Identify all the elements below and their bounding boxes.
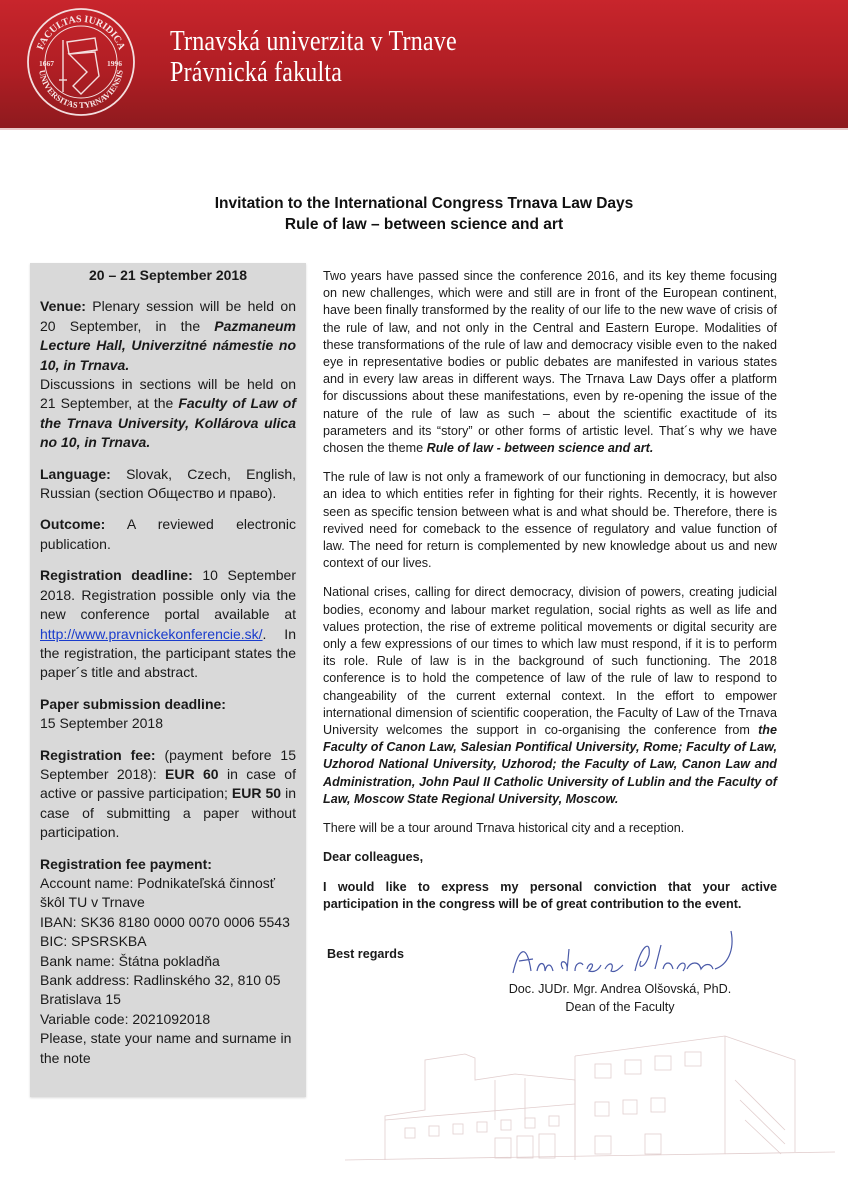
signer-title: Dean of the Faculty	[565, 1000, 675, 1014]
outcome-info	[40, 515, 296, 554]
fee-amount-participation: EUR 60	[165, 765, 219, 782]
signer-name: Doc. JUDr. Mgr. Andrea Olšovská, PhD.	[508, 982, 732, 996]
paper-deadline-date: 15 September 2018	[40, 715, 163, 732]
letterhead-title	[170, 26, 457, 88]
registration-deadline-text: 10 September 2018. Registration possible only via the new conference portal available at	[40, 567, 296, 623]
svg-text:1667: 1667	[39, 59, 54, 68]
language-text: Slovak, Czech, English, Russian (section Общество и право).	[40, 465, 296, 502]
venue-info	[40, 297, 296, 375]
registration-deadline-info	[40, 566, 296, 682]
faculty-name: Právnická fakulta	[170, 57, 343, 88]
document-title	[0, 193, 848, 235]
payment-variable-code: Variable code: 2021092018	[40, 1010, 211, 1027]
paragraph-intro	[323, 268, 777, 457]
fee-amount-paper: EUR 50	[231, 785, 282, 802]
registration-fee-info	[40, 746, 296, 843]
paragraph-conviction: I would like to express my personal conviction that your active participation in the congress will be of great contribution to the event.	[323, 879, 777, 911]
venue-label: Venue:	[40, 298, 86, 315]
info-sidebar	[30, 263, 306, 1097]
fee-text: in case of active or passive participation;	[40, 765, 296, 802]
partner-institutions: the Faculty of Canon Law, Salesian Pontifical University, Rome; Faculty of Law, Uzhorod National University, Uzhorod; the Faculty of Law, Canon Law and Administration, John Paul II Catholic University of Lublin and the Faculty of Law, Moscow State Regional University, Moscow.	[323, 723, 777, 806]
registration-deadline-label: Registration deadline:	[40, 567, 193, 584]
paragraph-crises	[323, 584, 777, 808]
greeting: Dear colleagues,	[323, 850, 424, 865]
outcome-text: A reviewed electronic publication.	[40, 516, 296, 552]
paper-deadline-label: Paper submission deadline:	[40, 695, 226, 712]
payment-bic: BIC: SPSRSKBA	[40, 933, 147, 950]
venue-place-plenary: Pazmaneum Lecture Hall, Univerzitné námestie no 10, in Trnava.	[40, 317, 296, 373]
closing: Best regards	[327, 947, 404, 961]
language-info	[40, 465, 296, 504]
paper-deadline-info	[40, 695, 296, 734]
fee-text: (payment before 15 September 2018):	[40, 746, 297, 782]
title-line-1: Invitation to the International Congress Trnava Law Days	[214, 195, 634, 212]
fee-text: in case of submitting a paper without participation.	[40, 785, 296, 841]
outcome-label: Outcome:	[40, 516, 106, 533]
letterhead	[0, 0, 848, 130]
svg-text:UNIVERSITAS TYRNAVIENSIS: UNIVERSITAS TYRNAVIENSIS	[37, 69, 125, 111]
title-line-2: Rule of law – between science and art	[284, 216, 564, 233]
registration-fee-label: Registration fee:	[40, 746, 156, 763]
letter-body	[323, 268, 777, 925]
university-name: Trnavská univerzita v Trnave	[170, 26, 457, 57]
venue-sections-text: Discussions in sections will be held on 21 September, at the	[40, 376, 296, 412]
payment-bank-address: Bank address: Radlinského 32, 810 05 Bratislava 15	[40, 972, 281, 1008]
signer-block	[470, 980, 770, 1016]
registration-note: . In the registration, the participant states the paper´s title and abstract.	[40, 625, 296, 681]
conference-portal-link[interactable]: http://www.pravnickekonferencie.sk/	[40, 625, 263, 642]
paragraph-rule-of-law: The rule of law is not only a framework of our functioning in democracy, but also an idea to which entities refer in fighting for their rights. Recently, it is however seen as specific tension between what is and what should be. Therefore, there is revived need for comeback to the essence of regulatory and value function of law. The need for return is complemented by new knowledge about us and new context of our lives.	[323, 470, 777, 571]
venue-sections-info	[40, 375, 296, 453]
venue-text: Plenary session will be held on 20 September, in the	[40, 298, 296, 334]
event-date: 20 – 21 September 2018	[89, 267, 247, 283]
payment-bank-name: Bank name: Štátna pokladňa	[40, 952, 220, 969]
paragraph-crises-text: National crises, calling for direct democracy, division of powers, creating judicial bodies, economy and labour market regulation, social rights as well as life and values protection, the rise of extreme political movements or digital security are only a few expressions of our times to which law must respond, if it is to perform its role. Rule of law is in the background of such functioning. The 2018 conference is to hold the competence of law of the rule of law to respond to changeability of the current external context. In the effort to empower international dimension of scientific cooperation, the Faculty of Law of the Trnava University welcomes the support in co-organising the conference from	[323, 585, 777, 738]
language-label: Language:	[40, 465, 111, 482]
payment-label: Registration fee payment:	[40, 855, 212, 872]
signature-icon	[505, 925, 745, 985]
faculty-seal-icon	[25, 6, 137, 118]
faculty-building-sketch-icon	[345, 1020, 835, 1170]
paragraph-tour: There will be a tour around Trnava historical city and a reception.	[323, 821, 685, 836]
payment-iban: IBAN: SK36 8180 0000 0070 0006 5543	[40, 913, 290, 930]
svg-text:1996: 1996	[107, 59, 122, 68]
paragraph-intro-text: Two years have passed since the conference 2016, and its key theme focusing on new challenges, which were and still are in front of the European continent, have been finally transformed by the reality of our life to the new wave of crisis of the rule of law, and not only in the Central and Eastern Europe. Modalities of these transformations of the rule of law and democracy visible even to the naked eye in representative bodies or public debates are manifested in various states and in every law areas in different ways. The Trnava Law Days offer a platform for discussions about these manifestations, even by re-opening the issue of the nature of the rule of law as such – about the scientific exactitude of its parameters and its “story” or other forms of artistic level. That´s why we have chosen the theme	[323, 269, 777, 456]
svg-text:FACULTAS IURIDICA: FACULTAS IURIDICA	[35, 13, 127, 52]
venue-place-sections: Faculty of Law of the Trnava University, Kollárova ulica no 10, in Trnava.	[40, 395, 297, 451]
congress-theme: Rule of law - between science and art.	[426, 441, 654, 456]
payment-note: Please, state your name and surname in the note	[40, 1030, 292, 1066]
payment-info	[40, 855, 296, 1068]
payment-account-name: Account name: Podnikateľská činnosť škôl TU v Trnave	[40, 874, 276, 911]
